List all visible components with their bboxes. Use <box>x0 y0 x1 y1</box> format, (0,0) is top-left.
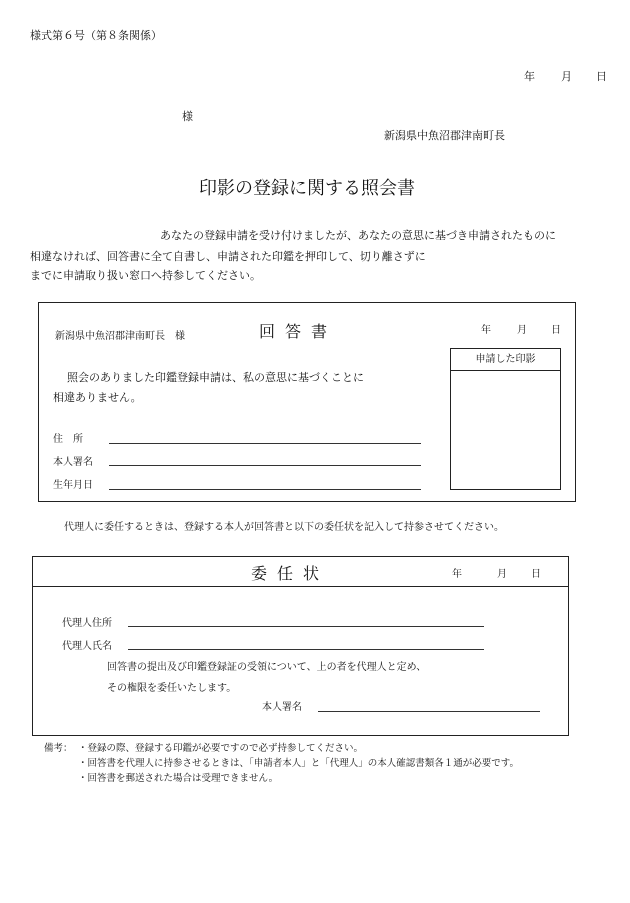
poa-date-day: 日 <box>531 569 541 580</box>
intro-line-2: 相違なければ、回答書に全て自書し、申請された印鑑を押印して、切り離さずに <box>30 250 426 263</box>
notes-label: 備考： <box>44 743 73 754</box>
note-item: ・回答書を郵送された場合は受理できません。 <box>78 773 279 784</box>
birthdate-input-line[interactable] <box>109 489 421 490</box>
page-title: 印影の登録に関する照会書 <box>199 178 415 199</box>
proxy-name-input-line[interactable] <box>128 649 484 650</box>
reply-date-month: 月 <box>517 325 527 336</box>
reply-date-year: 年 <box>481 325 491 336</box>
poa-date-year: 年 <box>452 569 462 580</box>
poa-title: 委任状 <box>251 564 330 583</box>
header-date-day: 日 <box>596 70 607 83</box>
reply-title: 回答書 <box>259 322 338 341</box>
proxy-name-label: 代理人氏名 <box>62 641 112 652</box>
poa-text-line-1: 回答書の提出及び印鑑登録証の受領について、上の者を代理人と定め、 <box>107 662 427 673</box>
note-item: ・回答書を代理人に持参させるときは、「申請者本人」と「代理人」の本人確認書類各１通が必要です。 <box>78 758 519 769</box>
note-item: ・登録の際、登録する印鑑が必要ですので必ず持参してください。 <box>78 743 364 754</box>
proxy-note: 代理人に委任するときは、登録する本人が回答書と以下の委任状を記入して持参させてください。 <box>64 522 504 533</box>
address-input-line[interactable] <box>109 443 421 444</box>
signature-label: 本人署名 <box>53 457 93 468</box>
proxy-address-input-line[interactable] <box>128 626 484 627</box>
reply-form <box>38 302 576 502</box>
form-number: 様式第６号（第８条関係） <box>30 29 162 42</box>
addressee-honorific: 様 <box>182 110 193 123</box>
reply-date-day: 日 <box>551 325 561 336</box>
address-label: 住 所 <box>53 434 83 445</box>
signature-input-line[interactable] <box>109 465 421 466</box>
header-date-year: 年 <box>524 70 535 83</box>
poa-signature-label: 本人署名 <box>262 702 302 713</box>
proxy-address-label: 代理人住所 <box>62 618 112 629</box>
poa-signature-input-line[interactable] <box>318 711 540 712</box>
intro-line-1: あなたの登録申請を受け付けましたが、あなたの意思に基づき申請されたものに <box>160 229 556 242</box>
poa-text-line-2: その権限を委任いたします。 <box>107 683 237 694</box>
birthdate-label: 生年月日 <box>53 480 93 491</box>
intro-line-3: までに申請取り扱い窓口へ持参してください。 <box>30 269 261 282</box>
seal-impression-box[interactable] <box>450 348 561 490</box>
sender-name: 新潟県中魚沼郡津南町長 <box>384 129 505 142</box>
poa-header-divider <box>33 586 568 587</box>
header-date-month: 月 <box>561 70 572 83</box>
reply-statement-line-2: 相違ありません。 <box>53 391 142 404</box>
seal-box-label: 申請した印影 <box>451 349 560 371</box>
power-of-attorney-form <box>32 556 569 736</box>
reply-statement-line-1: 照会のありました印鑑登録申請は、私の意思に基づくことに <box>67 371 364 384</box>
reply-addressee: 新潟県中魚沼郡津南町長 様 <box>55 331 185 342</box>
poa-date-month: 月 <box>497 569 507 580</box>
